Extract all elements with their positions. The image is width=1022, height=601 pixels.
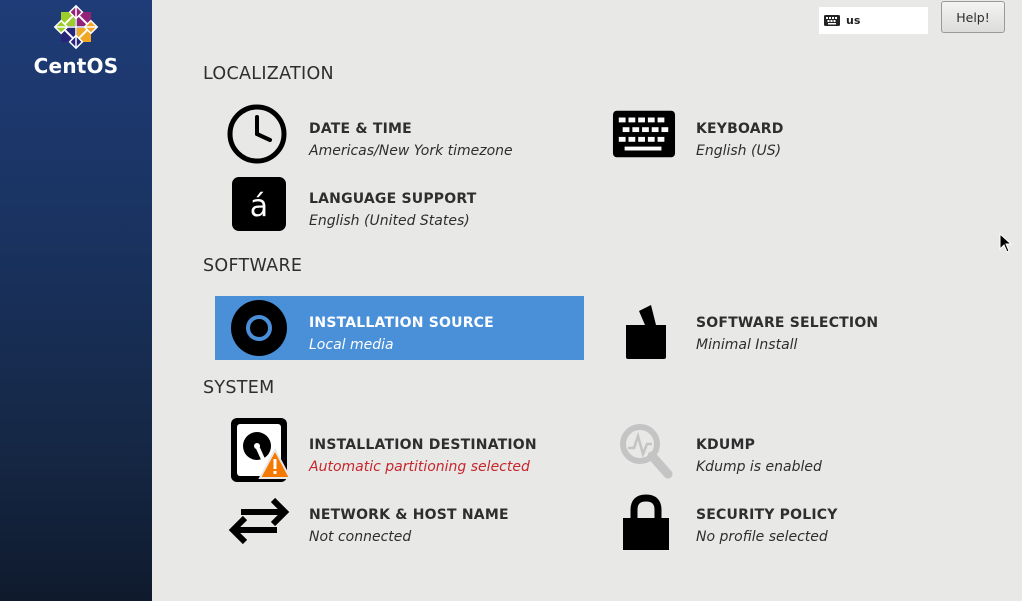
network-arrows-icon — [227, 488, 291, 552]
spoke-title: KDUMP — [696, 437, 756, 453]
spoke-status: Kdump is enabled — [696, 459, 822, 475]
spoke-status: Minimal Install — [696, 337, 798, 353]
language-icon — [227, 172, 291, 236]
spoke-status: Not connected — [309, 529, 412, 545]
spoke-title: KEYBOARD — [696, 121, 784, 137]
lock-icon — [614, 490, 678, 554]
spoke-title: DATE & TIME — [309, 121, 412, 137]
keyboard-layout-indicator[interactable] — [819, 7, 928, 34]
spoke-status: English (United States) — [309, 213, 470, 229]
search-icon — [614, 418, 678, 482]
warning-icon — [258, 448, 292, 484]
spoke-title: INSTALLATION DESTINATION — [309, 437, 537, 453]
keyboard-layout-label: us — [846, 14, 861, 27]
keyboard-icon — [824, 15, 840, 26]
spoke-language-support[interactable] — [215, 172, 584, 236]
sidebar — [0, 0, 152, 601]
package-icon — [614, 299, 678, 363]
spoke-installation-source[interactable] — [215, 296, 584, 360]
spoke-title: SOFTWARE SELECTION — [696, 315, 879, 331]
spoke-status-warning: Automatic partitioning selected — [309, 459, 530, 475]
spoke-installation-destination[interactable] — [215, 418, 584, 482]
disc-icon — [227, 296, 291, 360]
spoke-keyboard[interactable] — [602, 102, 971, 166]
keyboard-icon — [612, 102, 676, 166]
spoke-title: INSTALLATION SOURCE — [309, 315, 494, 331]
spoke-status: No profile selected — [696, 529, 828, 545]
help-button[interactable]: Help! — [941, 1, 1005, 33]
spoke-title: SECURITY POLICY — [696, 507, 838, 523]
spoke-date-time[interactable] — [215, 102, 584, 166]
spoke-status: Americas/New York timezone — [309, 143, 513, 159]
clock-icon — [225, 102, 289, 166]
section-title-software: SOFTWARE — [203, 256, 303, 276]
spoke-title: NETWORK & HOST NAME — [309, 507, 509, 523]
spoke-status: Local media — [309, 337, 394, 353]
spoke-network-host-name[interactable] — [215, 488, 584, 552]
section-title-localization: LOCALIZATION — [203, 64, 334, 84]
brand-name: CentOS — [33, 54, 119, 78]
spoke-software-selection[interactable] — [602, 296, 971, 360]
spoke-kdump[interactable] — [602, 418, 971, 482]
spoke-security-policy[interactable] — [602, 488, 971, 552]
mouse-pointer-icon — [999, 233, 1013, 253]
spoke-title: LANGUAGE SUPPORT — [309, 191, 477, 207]
section-title-system: SYSTEM — [203, 378, 275, 398]
centos-logo — [52, 3, 100, 51]
spoke-status: English (US) — [696, 143, 782, 159]
svg-text:á: á — [249, 189, 269, 224]
